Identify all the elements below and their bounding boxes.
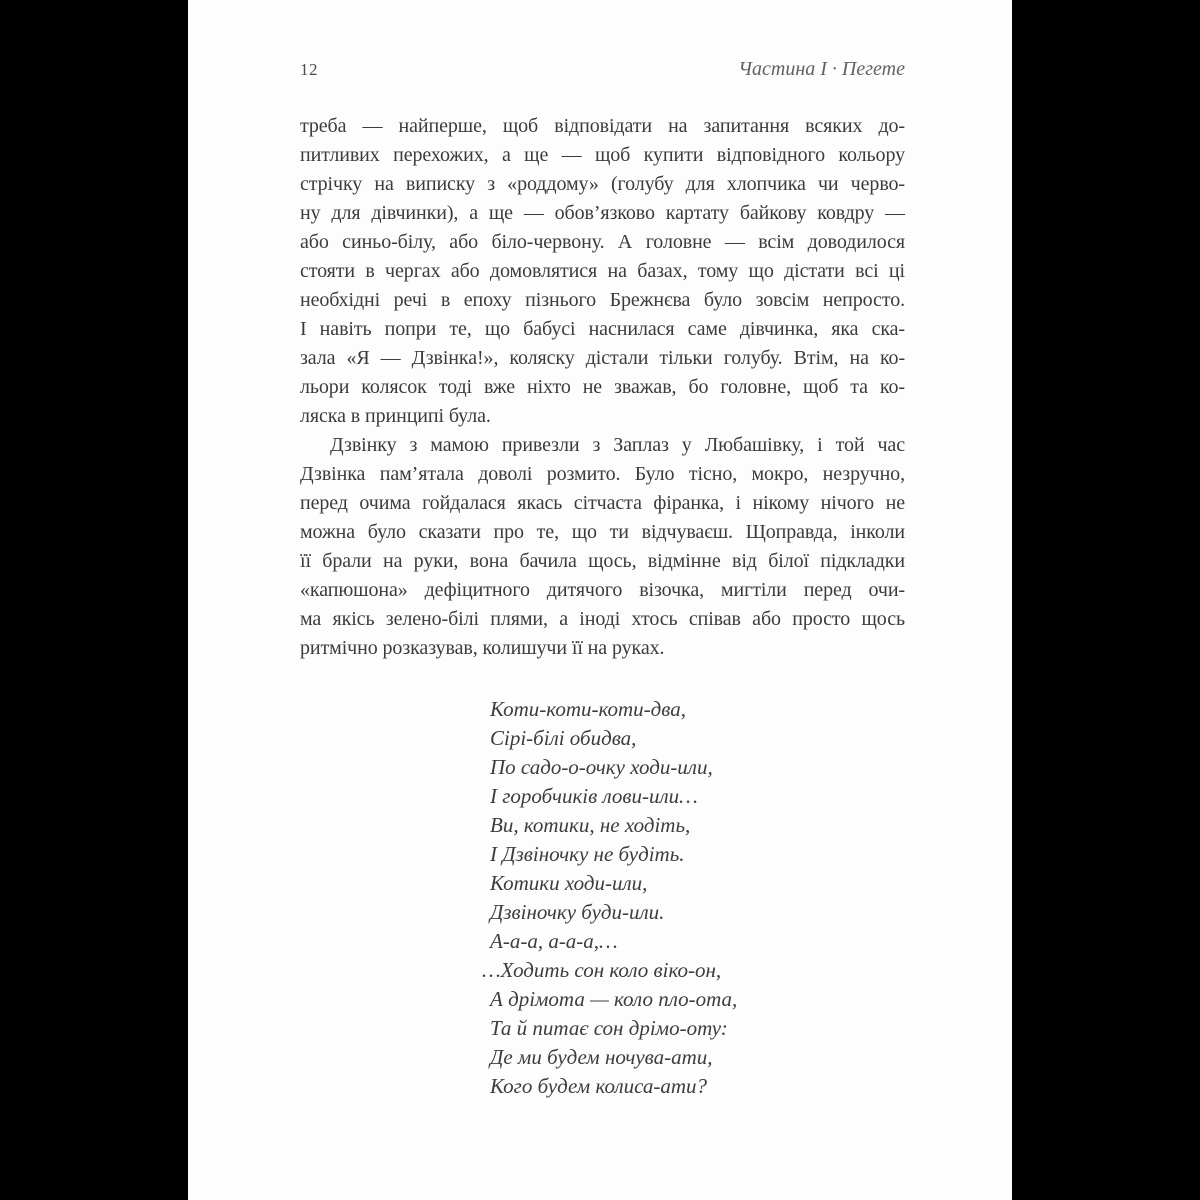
page-header — [300, 0, 905, 82]
text-line: Дзвінку з мамою привезли з Заплаз у Любашівку, і той час — [330, 434, 905, 456]
poem-line: Та й питає сон дрімо-оту: — [490, 1016, 728, 1040]
page-number: 12 — [300, 60, 318, 79]
page-content — [300, 0, 905, 1101]
running-head: Частина І · Пегете — [738, 58, 905, 80]
text-line: Дзвінка пам’ятала доволі розмито. Було тісно, мокро, незручно, — [300, 463, 905, 485]
text-line: можна було сказати про те, що ти відчуваєш. Щоправда, інколи — [300, 521, 905, 543]
text-line: ма якісь зелено-білі плями, а іноді хтось співав або просто щось — [300, 608, 905, 630]
poem-line: Сірі-білі обидва, — [490, 726, 637, 750]
poem-line: Кого будем колиса-ати? — [490, 1074, 708, 1098]
poem-line: Коти-коти-коти-два, — [490, 697, 687, 721]
poem-line: Де ми будем ночува-ати, — [490, 1045, 713, 1069]
lullaby-poem — [482, 695, 905, 1101]
text-line: «капюшона» дефіцитного дитячого візочка, мигтіли перед очи- — [300, 579, 905, 601]
text-line: ну для дівчинки), а ще — обов’язково картату байкову ковдру — — [300, 202, 905, 224]
text-line: стрічку на виписку з «роддому» (голубу для хлопчика чи черво- — [300, 173, 905, 195]
text-line: стояти в чергах або домовлятися на базах, тому що дістати всі ці — [300, 260, 905, 282]
poem-line: Дзвіночку буди-или. — [490, 900, 665, 924]
text-line: ритмічно розказував, колишучи її на руках. — [300, 637, 665, 659]
poem-line: І Дзвіночку не будіть. — [490, 842, 685, 866]
poem-line: І горобчиків лови-или… — [490, 784, 698, 808]
poem-line: Котики ходи-или, — [490, 871, 648, 895]
text-line: І навіть попри те, що бабусі наснилася саме дівчинка, яка ска- — [300, 318, 905, 340]
book-page — [188, 0, 1012, 1200]
body-text — [300, 112, 905, 663]
text-line: треба — найперше, щоб відповідати на запитання всяких до- — [300, 115, 905, 137]
text-line: перед очима гойдалася якась сітчаста фіранка, і нікому нічого не — [300, 492, 905, 514]
poem-line: А-а-а, а-а-а,… — [490, 929, 618, 953]
text-line: ляска в принципі була. — [300, 405, 491, 427]
text-line: необхідні речі в епоху пізнього Брежнєва було зовсім непросто. — [300, 289, 905, 311]
text-line: або синьо-білу, або біло-червону. А головне — всім доводилося — [300, 231, 905, 253]
text-line: зала «Я — Дзвінка!», коляску дістали тільки голубу. Втім, на ко- — [300, 347, 905, 369]
text-line: питливих перехожих, а ще — щоб купити відповідного кольору — [300, 144, 905, 166]
poem-line: А дрімота — коло пло-ота, — [490, 987, 738, 1011]
poem-line: Ви, котики, не ходіть, — [490, 813, 691, 837]
poem-line: …Ходить сон коло віко-он, — [482, 958, 722, 982]
poem-line: По садо-о-очку ходи-или, — [490, 755, 713, 779]
text-line: льори колясок тоді вже ніхто не зважав, бо головне, щоб та ко- — [300, 376, 905, 398]
text-line: її брали на руки, вона бачила щось, відмінне від білої підкладки — [300, 550, 905, 572]
